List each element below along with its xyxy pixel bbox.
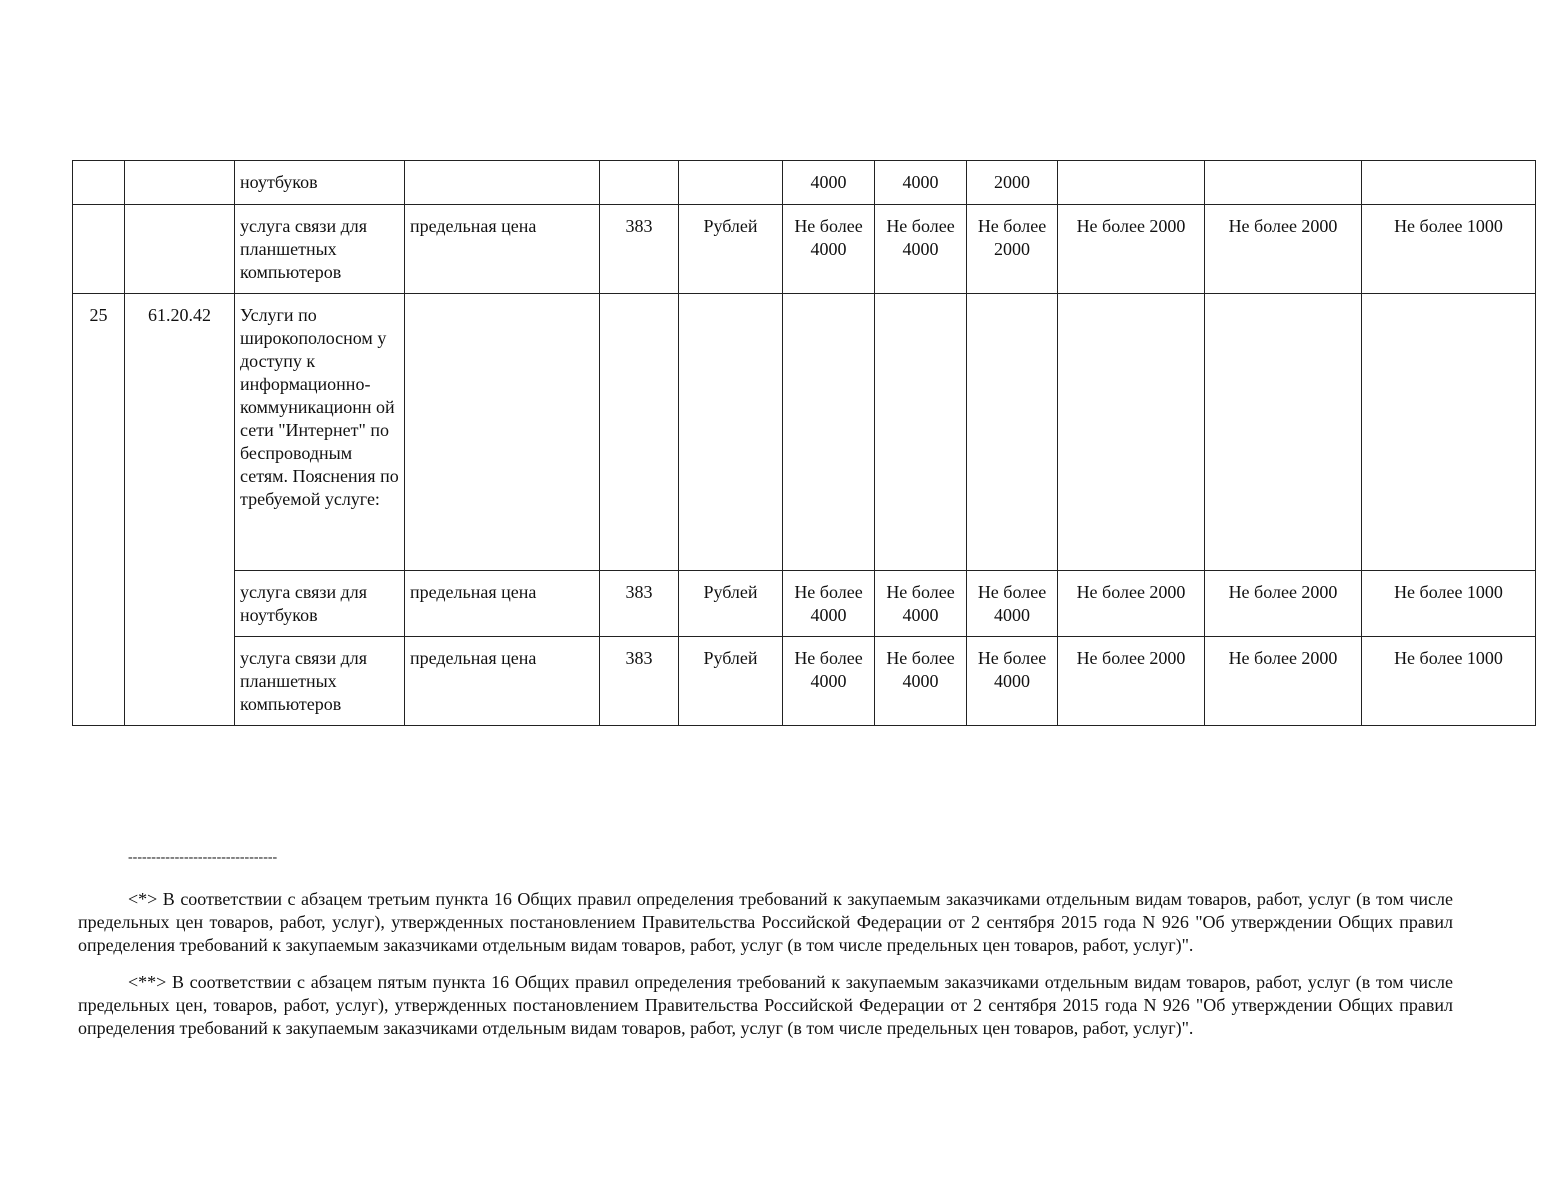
footnotes [78, 848, 1453, 1054]
cell-unit: Рублей [679, 571, 783, 637]
table-row [73, 571, 1536, 637]
cell-code [125, 205, 235, 294]
cell-value-3: Не более 2000 [967, 205, 1058, 294]
cell-value-3: Не более 4000 [967, 637, 1058, 726]
cell-characteristic [405, 294, 600, 571]
cell-value-1 [783, 294, 875, 571]
cell-value-2: Не более 4000 [875, 637, 967, 726]
cell-value-5: Не более 2000 [1205, 205, 1362, 294]
cell-value-5: Не более 2000 [1205, 637, 1362, 726]
cell-value-4 [1058, 161, 1205, 205]
cell-characteristic: предельная цена [405, 637, 600, 726]
cell-value-4: Не более 2000 [1058, 571, 1205, 637]
cell-value-2: 4000 [875, 161, 967, 205]
cell-value-5 [1205, 161, 1362, 205]
cell-value-6 [1362, 161, 1536, 205]
cell-characteristic: предельная цена [405, 205, 600, 294]
cell-value-3 [967, 294, 1058, 571]
cell-name: услуга связи для планшетных компьютеров [235, 637, 405, 726]
cell-unit: Рублей [679, 637, 783, 726]
cell-unit [679, 161, 783, 205]
cell-characteristic: предельная цена [405, 571, 600, 637]
cell-num [73, 205, 125, 294]
cell-value-3: 2000 [967, 161, 1058, 205]
cell-name: Услуги по широкополосном у доступу к информационно-коммуникационн ой сети "Интернет" по беспроводным сетям. Пояснения по требуемой услуге: [235, 294, 405, 571]
cell-value-1: Не более 4000 [783, 205, 875, 294]
cell-value-6: Не более 1000 [1362, 637, 1536, 726]
cell-value-1: Не более 4000 [783, 637, 875, 726]
cell-value-5 [1205, 294, 1362, 571]
cell-value-6 [1362, 294, 1536, 571]
cell-value-6: Не более 1000 [1362, 205, 1536, 294]
cell-value-4: Не более 2000 [1058, 637, 1205, 726]
cell-value-6: Не более 1000 [1362, 571, 1536, 637]
cell-name: услуга связи для планшетных компьютеров [235, 205, 405, 294]
cell-num [73, 161, 125, 205]
cell-name: услуга связи для ноутбуков [235, 571, 405, 637]
cell-okei-code: 383 [600, 205, 679, 294]
cell-name: ноутбуков [235, 161, 405, 205]
footnote-1: <*> В соответствии с абзацем третьим пункта 16 Общих правил определения требований к закупаемым заказчиками отдельным видам товаров, работ, услуг (в том числе предельных цен товаров, работ, услуг), утвержденных постановлением Правительства Российской Федерации от 2 сентября 2015 года N 926 "Об утверждении Общих правил определения требований к закупаемым заказчиками отдельным видам товаров, работ, услуг (в том числе предельных цен товаров, работ, услуг)". [78, 889, 1453, 955]
cell-value-1: Не более 4000 [783, 571, 875, 637]
cell-code: 61.20.42 [125, 294, 235, 726]
cell-value-1: 4000 [783, 161, 875, 205]
cell-okei-code: 383 [600, 637, 679, 726]
cell-okei-code [600, 294, 679, 571]
footnote-2: <**> В соответствии с абзацем пятым пункта 16 Общих правил определения требований к закупаемым заказчиками отдельным видам товаров, работ, услуг (в том числе предельных цен, товаров, работ, услуг), утвержденных постановлением Правительства Российской Федерации от 2 сентября 2015 года N 926 "Об утверждении Общих правил определения требований к закупаемым заказчиками отдельным видам товаров, работ, услуг (в том числе предельных цен товаров, работ, услуг)". [78, 972, 1453, 1038]
cell-code [125, 161, 235, 205]
table-row [73, 637, 1536, 726]
cell-num: 25 [73, 294, 125, 726]
cell-value-5: Не более 2000 [1205, 571, 1362, 637]
requirements-table [72, 160, 1536, 726]
cell-unit: Рублей [679, 205, 783, 294]
cell-value-4 [1058, 294, 1205, 571]
cell-value-3: Не более 4000 [967, 571, 1058, 637]
footnote-separator: -------------------------------- [128, 850, 278, 865]
cell-value-2: Не более 4000 [875, 205, 967, 294]
cell-value-2: Не более 4000 [875, 571, 967, 637]
table-row [73, 205, 1536, 294]
cell-value-2 [875, 294, 967, 571]
cell-okei-code [600, 161, 679, 205]
cell-value-4: Не более 2000 [1058, 205, 1205, 294]
cell-okei-code: 383 [600, 571, 679, 637]
table-row [73, 294, 1536, 571]
cell-unit [679, 294, 783, 571]
table-row [73, 161, 1536, 205]
cell-characteristic [405, 161, 600, 205]
